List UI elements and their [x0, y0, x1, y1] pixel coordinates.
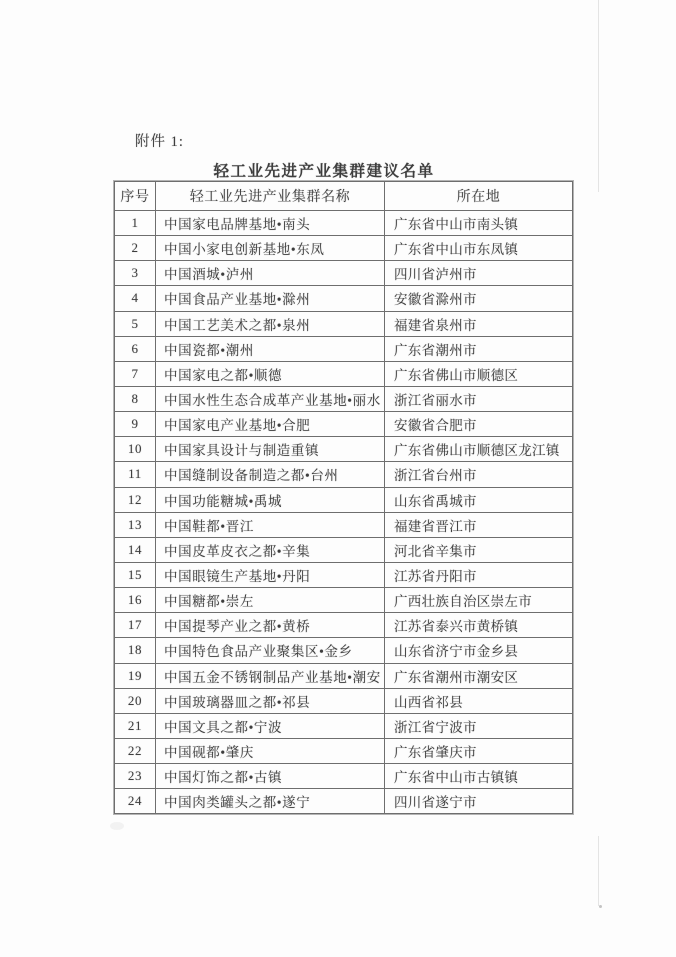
row-number-cell: 20 [115, 688, 156, 713]
row-number-cell: 12 [115, 487, 156, 512]
table-row [115, 613, 573, 638]
page-title: 轻工业先进产业集群建议名单 [213, 163, 435, 180]
cluster-name-cell: 中国五金不锈钢制品产业基地•潮安 [156, 663, 385, 688]
table-row [115, 562, 573, 587]
table-row [115, 437, 573, 462]
row-number-cell: 16 [115, 588, 156, 613]
location-cell: 浙江省台州市 [385, 462, 573, 487]
table-row [115, 713, 573, 738]
location-cell: 广西壮族自治区崇左市 [385, 588, 573, 613]
table-row [115, 336, 573, 361]
header-cell-cluster-name: 轻工业先进产业集群名称 [156, 182, 385, 211]
table-row [115, 588, 573, 613]
location-cell: 安徽省合肥市 [385, 412, 573, 437]
location-cell: 浙江省丽水市 [385, 386, 573, 411]
row-number-cell: 23 [115, 764, 156, 789]
row-number-cell: 8 [115, 386, 156, 411]
row-number-cell: 19 [115, 663, 156, 688]
cluster-name-cell: 中国鞋都•晋江 [156, 512, 385, 537]
cluster-name-cell: 中国功能糖城•禹城 [156, 487, 385, 512]
location-cell: 浙江省宁波市 [385, 713, 573, 738]
row-number-cell: 22 [115, 738, 156, 763]
row-number-cell: 4 [115, 286, 156, 311]
location-cell: 广东省中山市古镇镇 [385, 764, 573, 789]
table-row [115, 261, 573, 286]
scan-artifact-speck [599, 905, 602, 908]
cluster-name-cell: 中国水性生态合成革产业基地•丽水 [156, 386, 385, 411]
table-row [115, 386, 573, 411]
cluster-name-cell: 中国眼镜生产基地•丹阳 [156, 562, 385, 587]
row-number-cell: 15 [115, 562, 156, 587]
table-row [115, 236, 573, 261]
row-number-cell: 6 [115, 336, 156, 361]
cluster-name-cell: 中国酒城•泸州 [156, 261, 385, 286]
table-row [115, 663, 573, 688]
location-cell: 广东省佛山市顺德区 [385, 361, 573, 386]
location-cell: 江苏省丹阳市 [385, 562, 573, 587]
table-row [115, 789, 573, 814]
scan-artifact-line-bottom [598, 836, 599, 906]
location-cell: 广东省潮州市 [385, 336, 573, 361]
row-number-cell: 3 [115, 261, 156, 286]
location-cell: 河北省辛集市 [385, 537, 573, 562]
row-number-cell: 13 [115, 512, 156, 537]
cluster-name-cell: 中国灯饰之都•古镇 [156, 764, 385, 789]
location-cell: 福建省晋江市 [385, 512, 573, 537]
cluster-name-cell: 中国肉类罐头之都•遂宁 [156, 789, 385, 814]
location-cell: 四川省遂宁市 [385, 789, 573, 814]
cluster-name-cell: 中国砚都•肇庆 [156, 738, 385, 763]
row-number-cell: 18 [115, 638, 156, 663]
cluster-name-cell: 中国文具之都•宁波 [156, 713, 385, 738]
table-row [115, 738, 573, 763]
table-row [115, 638, 573, 663]
cluster-name-cell: 中国小家电创新基地•东凤 [156, 236, 385, 261]
location-cell: 广东省中山市南头镇 [385, 211, 573, 236]
location-cell: 山西省祁县 [385, 688, 573, 713]
cluster-name-cell: 中国工艺美术之都•泉州 [156, 311, 385, 336]
cluster-name-cell: 中国家电产业基地•合肥 [156, 412, 385, 437]
cluster-name-cell: 中国皮革皮衣之都•辛集 [156, 537, 385, 562]
row-number-cell: 11 [115, 462, 156, 487]
cluster-name-cell: 中国糖都•崇左 [156, 588, 385, 613]
table-row [115, 412, 573, 437]
cluster-name-cell: 中国缝制设备制造之都•台州 [156, 462, 385, 487]
cluster-name-cell: 中国瓷都•潮州 [156, 336, 385, 361]
table-body [115, 211, 573, 814]
table-row [115, 211, 573, 236]
cluster-name-cell: 中国食品产业基地•滁州 [156, 286, 385, 311]
cluster-name-cell: 中国家具设计与制造重镇 [156, 437, 385, 462]
location-cell: 福建省泉州市 [385, 311, 573, 336]
location-cell: 广东省肇庆市 [385, 738, 573, 763]
row-number-cell: 1 [115, 211, 156, 236]
location-cell: 安徽省滁州市 [385, 286, 573, 311]
location-cell: 山东省济宁市金乡县 [385, 638, 573, 663]
table-row [115, 462, 573, 487]
scan-artifact-smudge [110, 822, 124, 830]
location-cell: 山东省禹城市 [385, 487, 573, 512]
row-number-cell: 7 [115, 361, 156, 386]
table-header [115, 182, 573, 211]
location-cell: 广东省中山市东凤镇 [385, 236, 573, 261]
location-cell: 广东省佛山市顺德区龙江镇 [385, 437, 573, 462]
scan-artifact-line-top [598, 0, 599, 192]
attachment-label: 附件 1: [135, 134, 184, 150]
table-row [115, 512, 573, 537]
table-row [115, 764, 573, 789]
location-cell: 广东省潮州市潮安区 [385, 663, 573, 688]
location-cell: 江苏省泰兴市黄桥镇 [385, 613, 573, 638]
cluster-name-cell: 中国家电之都•顺德 [156, 361, 385, 386]
header-cell-number: 序号 [115, 182, 156, 211]
table-row [115, 361, 573, 386]
row-number-cell: 21 [115, 713, 156, 738]
cluster-name-cell: 中国家电品牌基地•南头 [156, 211, 385, 236]
table-row [115, 487, 573, 512]
cluster-name-cell: 中国玻璃器皿之都•祁县 [156, 688, 385, 713]
row-number-cell: 5 [115, 311, 156, 336]
table-row [115, 286, 573, 311]
header-row [115, 182, 573, 211]
header-cell-location: 所在地 [385, 182, 573, 211]
location-cell: 四川省泸州市 [385, 261, 573, 286]
row-number-cell: 10 [115, 437, 156, 462]
cluster-table [114, 181, 573, 814]
row-number-cell: 9 [115, 412, 156, 437]
row-number-cell: 14 [115, 537, 156, 562]
table-row [115, 537, 573, 562]
cluster-name-cell: 中国提琴产业之都•黄桥 [156, 613, 385, 638]
row-number-cell: 17 [115, 613, 156, 638]
table-row [115, 311, 573, 336]
cluster-name-cell: 中国特色食品产业聚集区•金乡 [156, 638, 385, 663]
row-number-cell: 24 [115, 789, 156, 814]
table-row [115, 688, 573, 713]
row-number-cell: 2 [115, 236, 156, 261]
